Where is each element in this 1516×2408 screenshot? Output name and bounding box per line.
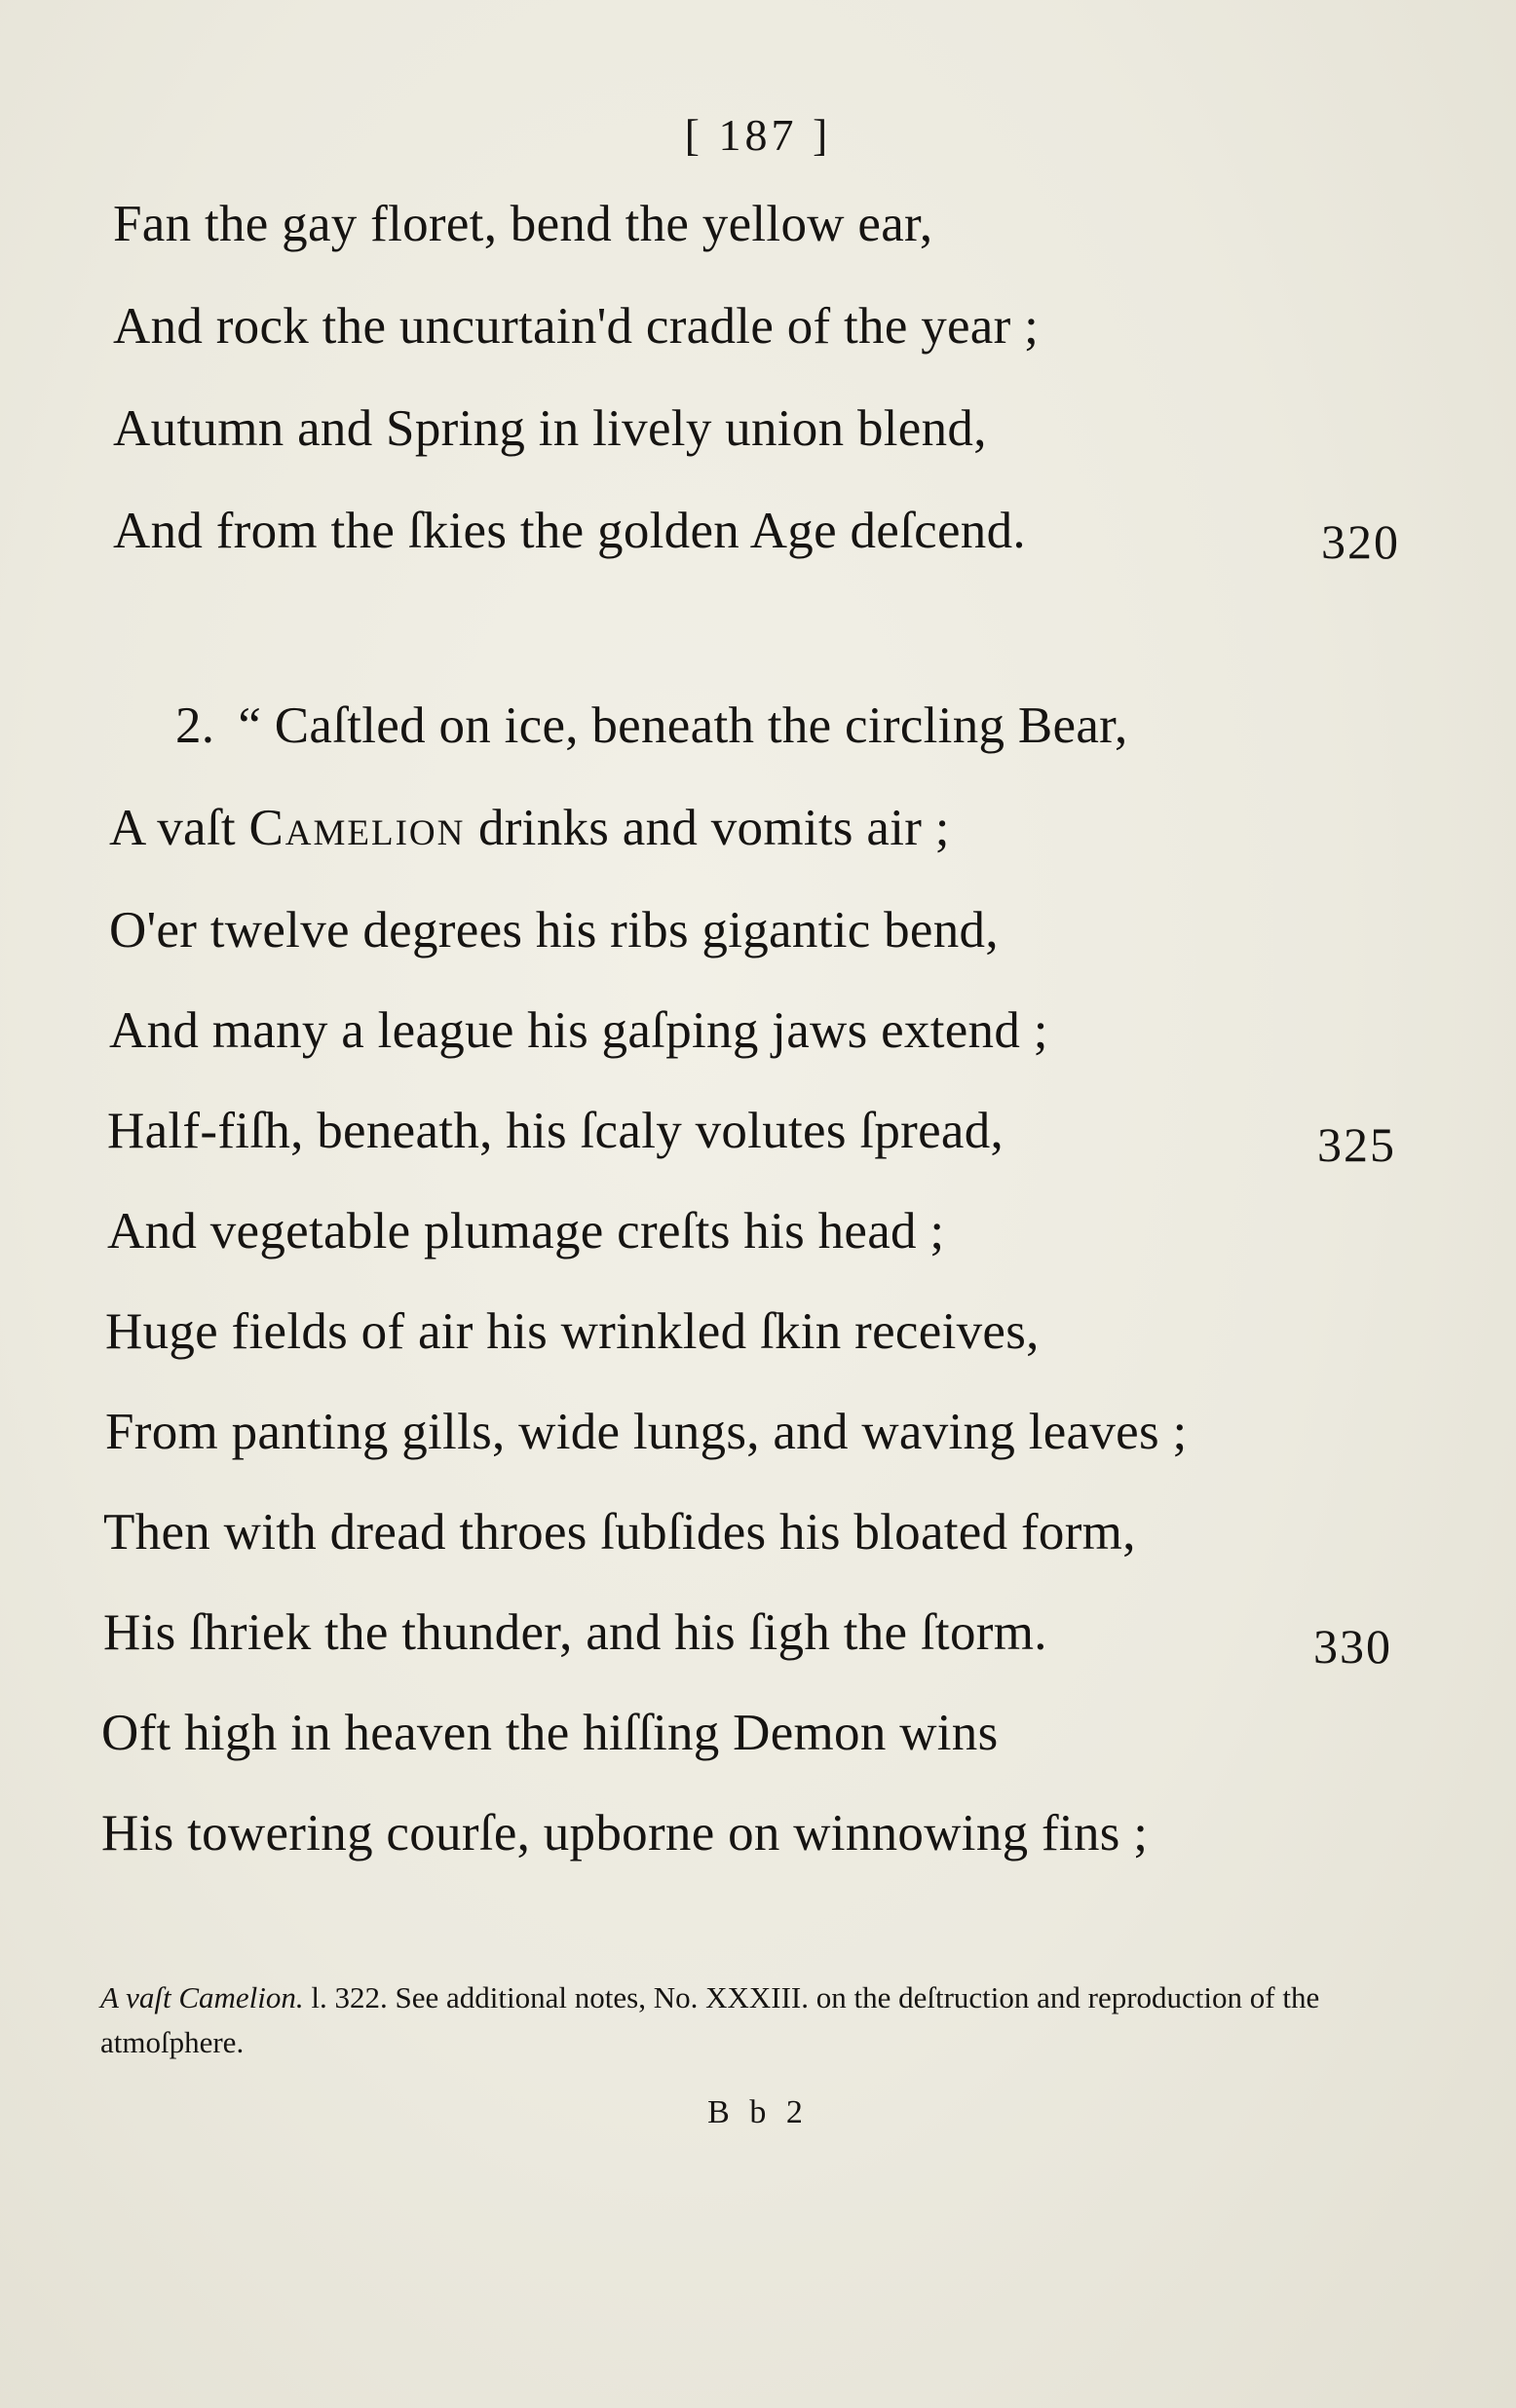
stanza-first-line-text: “ Caſtled on ice, beneath the circling Bear, xyxy=(238,697,1128,754)
page-number: [ 187 ] xyxy=(684,110,832,160)
poem-line: And from the ſkies the golden Age deſcend. xyxy=(113,503,1026,559)
line-number: 325 xyxy=(1317,1117,1396,1172)
stanza-first-line xyxy=(175,696,1128,755)
signature-mark: B b 2 xyxy=(707,2094,809,2130)
poem-line: Autumn and Spring in lively union blend, xyxy=(113,400,987,457)
poem-line: From panting gills, wide lungs, and waving leaves ; xyxy=(105,1404,1188,1460)
poem-line: Fan the gay floret, bend the yellow ear, xyxy=(113,196,933,252)
line-number: 320 xyxy=(1321,514,1400,569)
camelion-line xyxy=(109,799,950,857)
footnote-reference: A vaſt Camelion. xyxy=(100,1980,304,2014)
poem-line: Then with dread throes ſubſides his bloated form, xyxy=(103,1504,1136,1561)
footnote-text: l. 322. See additional notes, No. XXXIII. on the deſtruction and reproduction of the atmoſphere. xyxy=(100,1980,1320,2059)
stanza-number: 2. xyxy=(175,697,215,754)
poem-line: And rock the uncurtain'd cradle of the year ; xyxy=(113,298,1040,355)
poem-line: And many a league his gaſping jaws extend ; xyxy=(109,1002,1048,1059)
poem-line: His towering courſe, upborne on winnowing fins ; xyxy=(101,1805,1149,1862)
poem-line: Half-fiſh, beneath, his ſcaly volutes ſpread, xyxy=(107,1103,1004,1159)
line-number: 330 xyxy=(1313,1619,1392,1674)
poem-line: O'er twelve degrees his ribs gigantic bend, xyxy=(109,902,999,959)
camelion-word: Camelion xyxy=(248,800,466,856)
footnote xyxy=(100,1975,1406,2065)
camelion-line-before: A vaſt xyxy=(109,800,236,856)
poem-line: And vegetable plumage creſts his head ; xyxy=(107,1203,945,1260)
poem-line: His ſhriek the thunder, and his ſigh the ſtorm. xyxy=(103,1604,1047,1661)
poem-line: Huge fields of air his wrinkled ſkin receives, xyxy=(105,1303,1040,1360)
poem-line: Oft high in heaven the hiſſing Demon wins xyxy=(101,1705,999,1761)
camelion-line-after: drinks and vomits air ; xyxy=(477,800,950,856)
